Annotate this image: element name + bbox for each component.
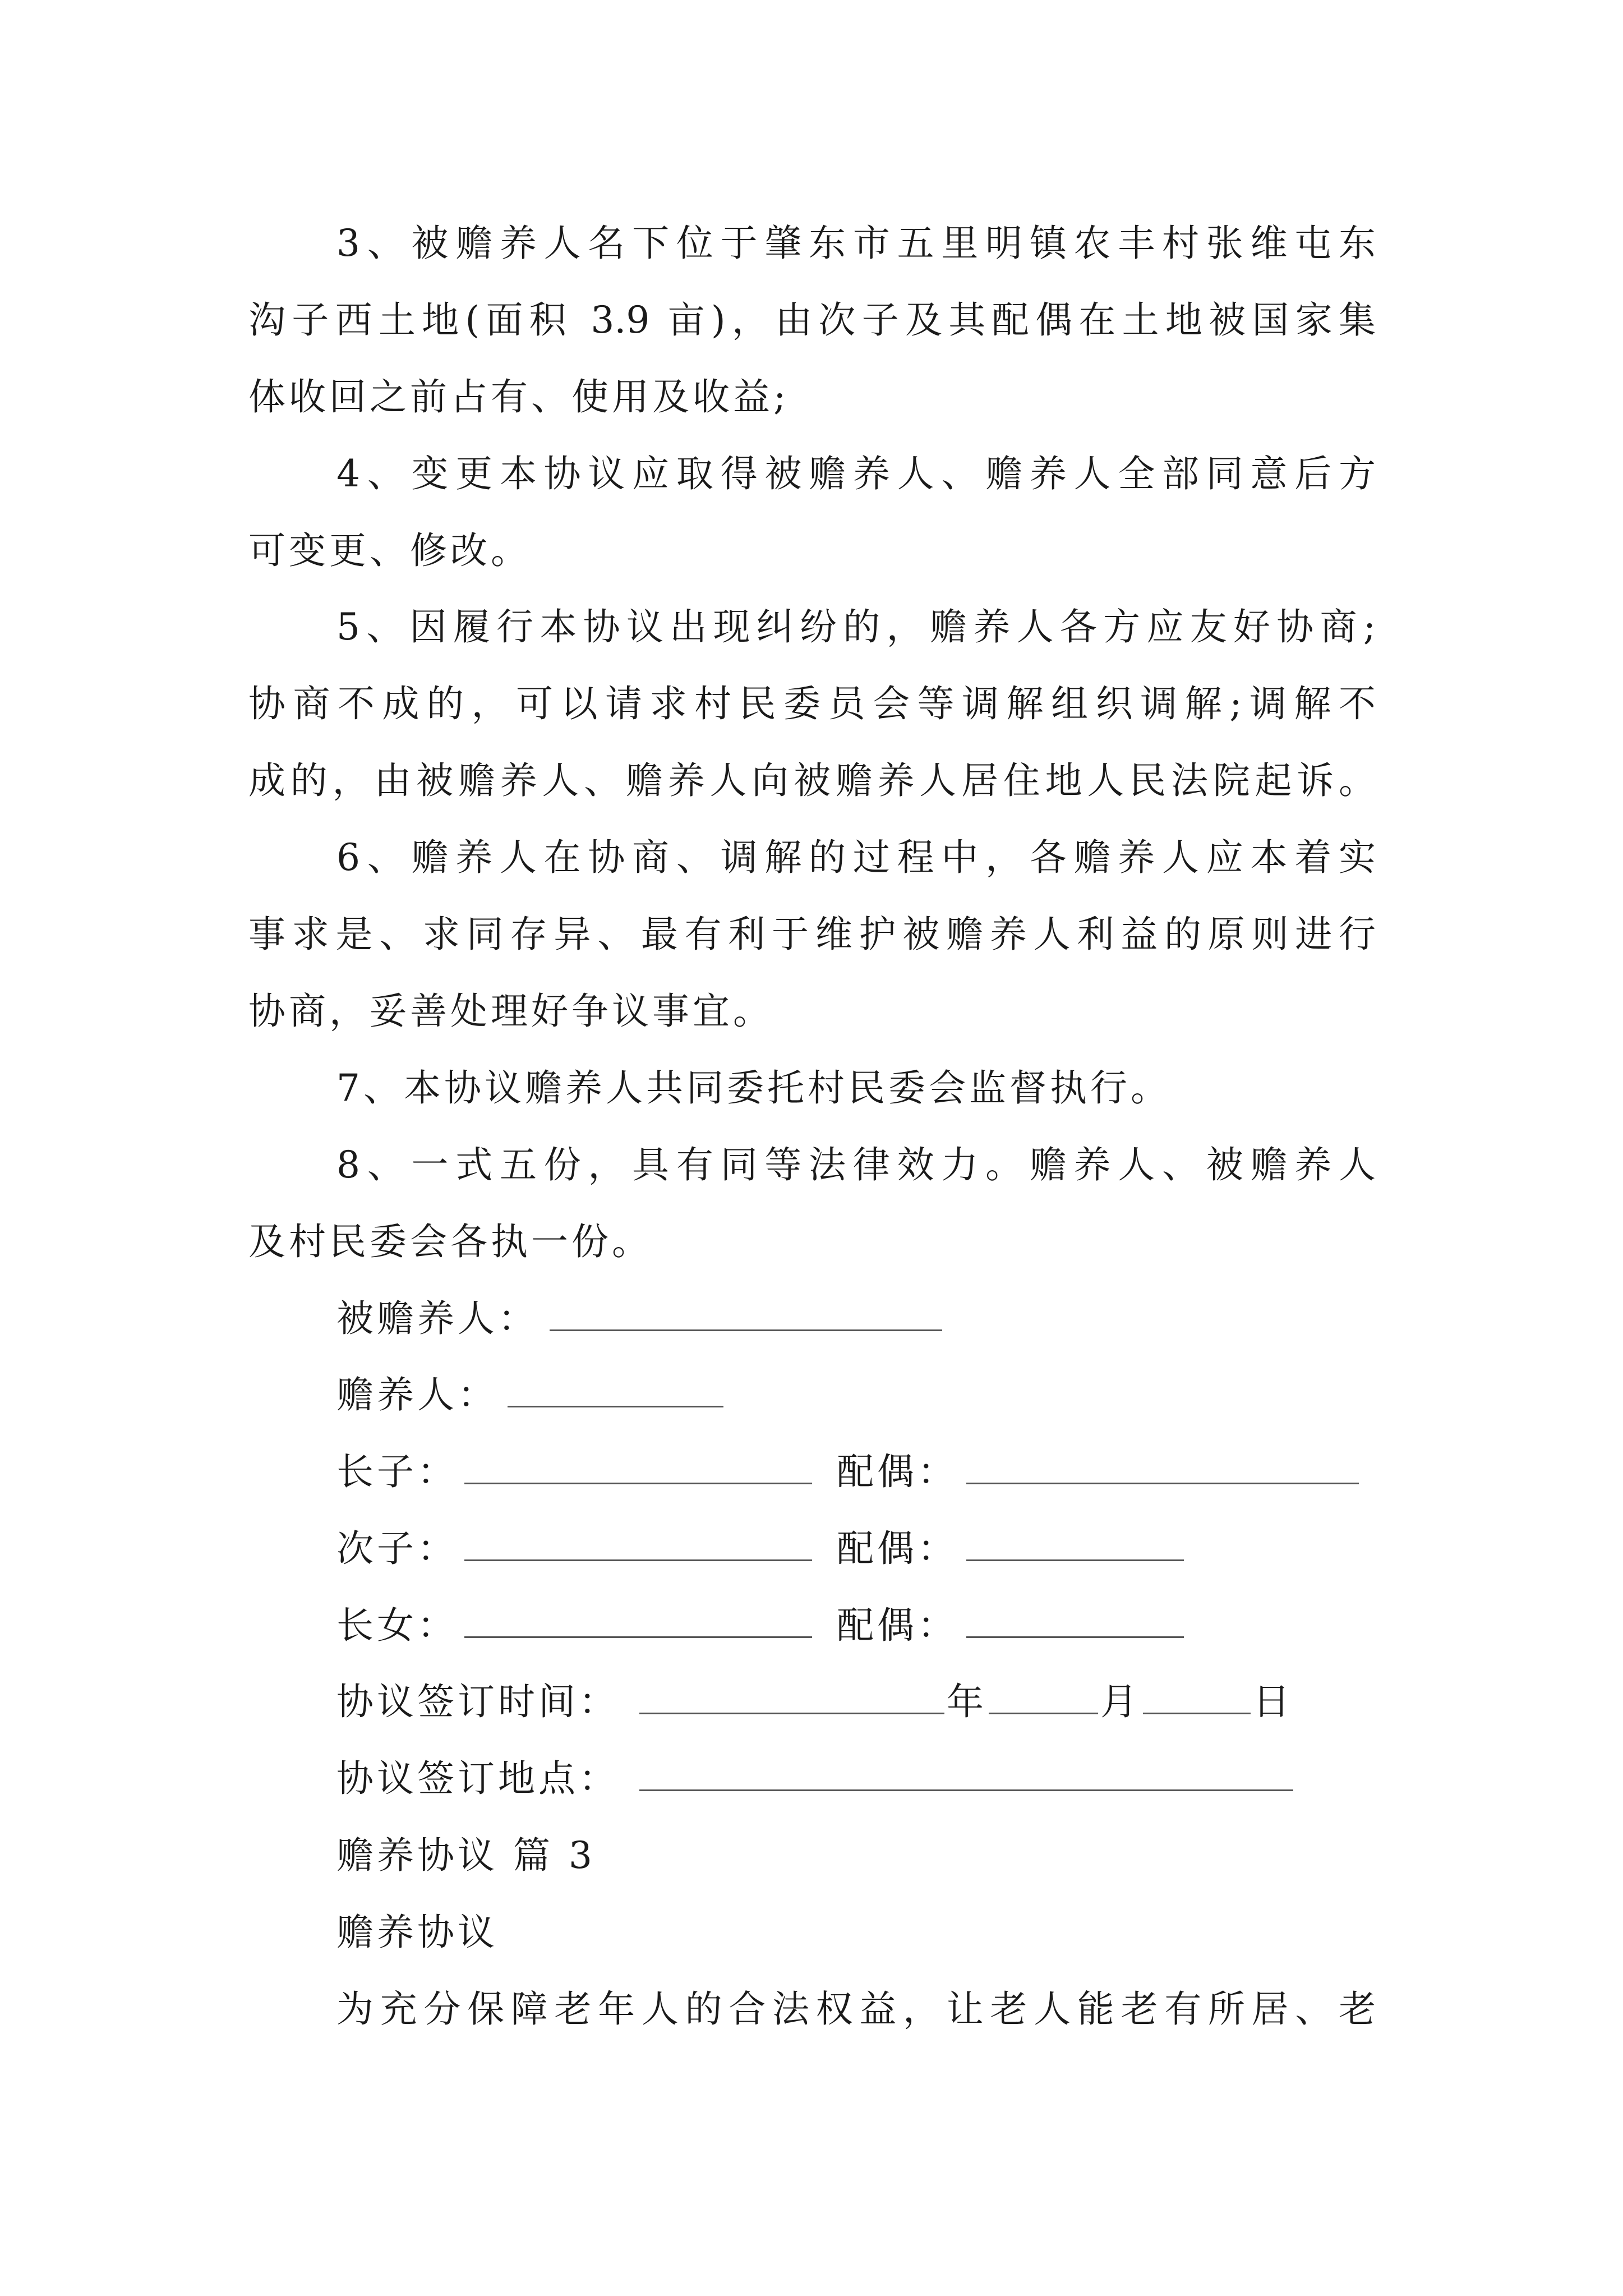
second-son-blank[interactable]: [464, 1559, 812, 1561]
paragraph-5-line-3: 成的，由被赡养人、赡养人向被赡养人居住地人民法院起诉。: [248, 759, 1376, 802]
paragraph-8-line-2: 及村民委会各执一份。: [248, 1220, 652, 1263]
paragraph-4-line-1: 4、变更本协议应取得被赡养人、赡养人全部同意后方: [336, 452, 1376, 495]
eldest-son-spouse-label: 配偶：: [837, 1450, 958, 1493]
second-son-spouse-label: 配偶：: [837, 1527, 958, 1570]
month-label: 月: [1100, 1680, 1141, 1723]
eldest-daughter-spouse-label: 配偶：: [837, 1604, 958, 1647]
paragraph-3-line-1: 3、被赡养人名下位于肇东市五里明镇农丰村张维屯东: [336, 222, 1376, 265]
paragraph-3-line-2: 沟子西土地(面积 3.9 亩)，由次子及其配偶在土地被国家集: [248, 298, 1376, 342]
section-title: 赡养协议: [336, 1911, 498, 1954]
sign-place-blank[interactable]: [639, 1789, 1293, 1791]
eldest-son-label: 长子：: [336, 1450, 458, 1493]
eldest-son-spouse-blank[interactable]: [966, 1483, 1359, 1484]
supporter-blank[interactable]: [508, 1406, 723, 1407]
sign-place-label: 协议签订地点：: [336, 1757, 619, 1800]
section-first-line: 为充分保障老年人的合法权益，让老人能老有所居、老: [336, 1987, 1376, 2031]
paragraph-4-line-2: 可变更、修改。: [248, 529, 531, 572]
eldest-daughter-spouse-blank[interactable]: [966, 1636, 1184, 1638]
supported-person-label: 被赡养人：: [336, 1297, 538, 1340]
sign-year-blank[interactable]: [639, 1713, 944, 1714]
second-son-label: 次子：: [336, 1527, 458, 1570]
eldest-daughter-blank[interactable]: [464, 1636, 812, 1638]
paragraph-6-line-3: 协商，妥善处理好争议事宜。: [248, 990, 773, 1033]
eldest-son-blank[interactable]: [464, 1483, 812, 1484]
supporter-label: 赡养人：: [336, 1373, 498, 1416]
paragraph-5-line-1: 5、因履行本协议出现纠纷的，赡养人各方应友好协商;: [336, 605, 1376, 648]
second-son-spouse-blank[interactable]: [966, 1559, 1184, 1561]
paragraph-7-line-1: 7、本协议赡养人共同委托村民委会监督执行。: [336, 1066, 1171, 1110]
sign-day-blank[interactable]: [1143, 1713, 1251, 1714]
eldest-daughter-label: 长女：: [336, 1604, 458, 1647]
paragraph-6-line-2: 事求是、求同存异、最有利于维护被赡养人利益的原则进行: [248, 913, 1376, 956]
supported-person-blank[interactable]: [550, 1329, 942, 1331]
paragraph-3-line-3: 体收回之前占有、使用及收益;: [248, 375, 790, 418]
paragraph-8-line-1: 8、一式五份，具有同等法律效力。赡养人、被赡养人: [336, 1143, 1376, 1186]
section-heading: 赡养协议 篇 3: [336, 1834, 596, 1877]
paragraph-6-line-1: 6、赡养人在协商、调解的过程中，各赡养人应本着实: [336, 836, 1376, 879]
sign-month-blank[interactable]: [989, 1713, 1098, 1714]
sign-date-label: 协议签订时间：: [336, 1680, 619, 1723]
day-label: 日: [1253, 1680, 1293, 1723]
year-label: 年: [947, 1680, 987, 1723]
paragraph-5-line-2: 协商不成的，可以请求村民委员会等调解组织调解;调解不: [248, 682, 1376, 725]
